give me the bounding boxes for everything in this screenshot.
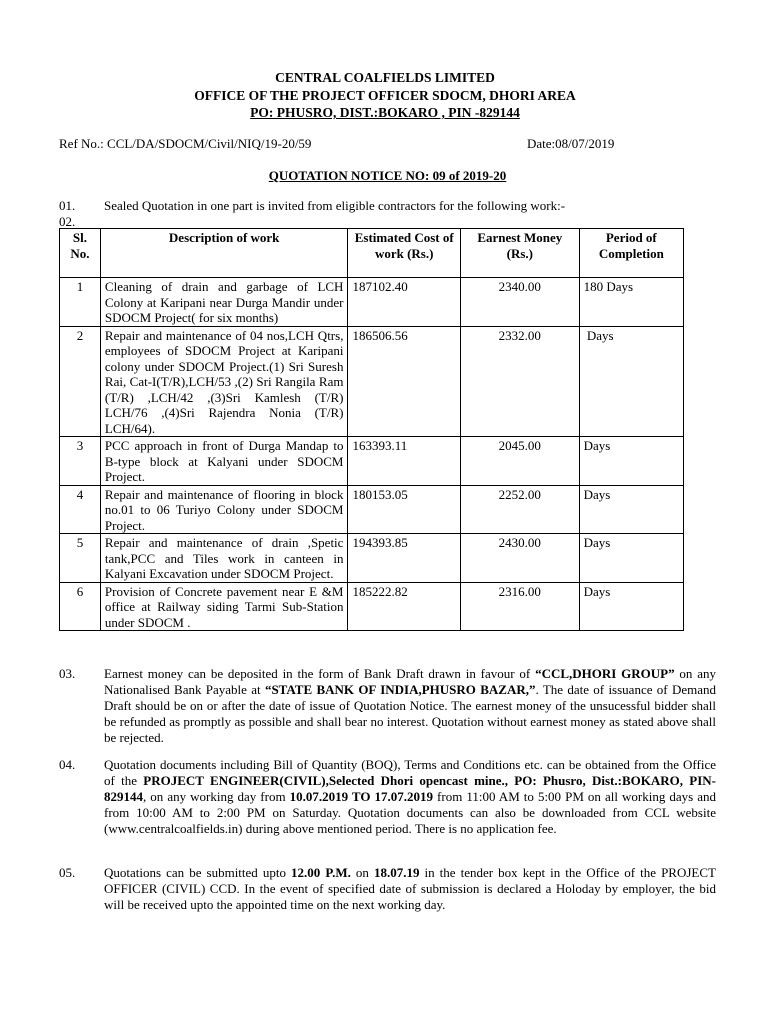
para-05-text: [104, 865, 716, 913]
cell-period: Days: [579, 437, 683, 486]
para-04-text: [104, 757, 716, 837]
office-name: OFFICE OF THE PROJECT OFFICER SDOCM, DHORI AREA: [194, 88, 576, 103]
para-04-part: Quotation documents including Bill of Quantity (BOQ), Terms and Conditions etc. can be obtained from the Office of the: [104, 757, 716, 788]
col-header-estimated-cost: Estimated Cost of work (Rs.): [348, 229, 461, 278]
cell-earnest-money: 2332.00: [460, 326, 579, 437]
cell-estimated-cost: 163393.11: [348, 437, 461, 486]
cell-estimated-cost: 180153.05: [348, 485, 461, 534]
para-03-bank: “STATE BANK OF INDIA,PHUSRO BAZAR,”: [264, 682, 536, 697]
office-address: PO: PHUSRO, DIST.:BOKARO , PIN -829144: [250, 105, 520, 120]
para-03-part: . The date of issuance of Demand Draft should be on or after the date of issue of Quotation Notice. The earnest money of the unsucessful bidder shall be refunded as promptly as possible and shall bear no interest. Quotation without earnest money as stated above shall be rejected.: [104, 682, 716, 745]
para-03-number: 03.: [59, 666, 76, 681]
para-04-part: , on any working day from: [143, 789, 290, 804]
cell-estimated-cost: 187102.40: [348, 278, 461, 327]
para-03-text: [104, 666, 716, 746]
table-row: [60, 278, 684, 327]
cell-earnest-money: 2340.00: [460, 278, 579, 327]
cell-description: Repair and maintenance of 04 nos,LCH Qtrs, employees of SDOCM Project at Karipani colony under SDOCM Project.(1) Sri Suresh Rai, Cat-I(T/R),LCH/53 ,(2) Sri Rangila Ram (T/R) ,LCH/42 ,(3)Sri Kamlesh (T/R) LCH/76 ,(4)Sri Rajendra Nonia (T/R) LCH/64).: [100, 326, 348, 437]
cell-period: 180 Days: [579, 278, 683, 327]
notice-title: QUOTATION NOTICE NO: 09 of 2019-20: [268, 168, 507, 183]
cell-sl: 5: [60, 534, 101, 583]
para-03-part: on any Nationalised Bank Payable at: [104, 666, 716, 697]
table-header-row: [60, 229, 684, 278]
cell-period: Days: [579, 326, 683, 437]
cell-period: Days: [579, 582, 683, 631]
col-header-period: Period of Completion: [579, 229, 683, 278]
cell-sl: 3: [60, 437, 101, 486]
cell-sl: 4: [60, 485, 101, 534]
para-01-number: 01.: [59, 198, 76, 213]
col-header-description: Description of work: [100, 229, 348, 278]
cell-period: Days: [579, 534, 683, 583]
para-05-number: 05.: [59, 865, 76, 880]
cell-earnest-money: 2430.00: [460, 534, 579, 583]
cell-estimated-cost: 194393.85: [348, 534, 461, 583]
para-05-date: 18.07.19: [373, 865, 420, 880]
cell-description: Repair and maintenance of flooring in block no.01 to 06 Turiyo Colony under SDOCM Project.: [100, 485, 348, 534]
para-02-number: 02.: [59, 214, 76, 229]
para-01-text: Sealed Quotation in one part is invited from eligible contractors for the following work:-: [104, 198, 566, 213]
para-05-time: 12.00 P.M.: [291, 865, 351, 880]
table-row: [60, 437, 684, 486]
table-row: [60, 326, 684, 437]
cell-description: Cleaning of drain and garbage of LCH Colony at Karipani near Durga Mandir under SDOCM Project( for six months): [100, 278, 348, 327]
cell-description: PCC approach in front of Durga Mandap to B-type block at Kalyani under SDOCM Project.: [100, 437, 348, 486]
para-05-part: in the tender box kept in the Office of the PROJECT OFFICER (CIVIL) CCD. In the event of specified date of submission is declared a Holoday by employer, the bid will be received upto the appointed time on the next working day.: [104, 865, 716, 912]
cell-description: Provision of Concrete pavement near E &M office at Railway siding Tarmi Sub-Station under SDOCM .: [100, 582, 348, 631]
para-03-payee: “CCL,DHORI GROUP”: [535, 666, 675, 681]
table-row: [60, 485, 684, 534]
para-05-part: Quotations can be submitted upto: [104, 865, 292, 880]
col-header-earnest-money: Earnest Money (Rs.): [460, 229, 579, 278]
para-04-part: from 11:00 AM to 5:00 PM on all working days and from 10:00 AM to 2:00 PM on Saturday. Quotation documents can also be downloaded from CCL website (www.centralcoalfields.in) during above mentioned period. There is no application fee.: [104, 789, 716, 836]
para-04-office: PROJECT ENGINEER(CIVIL),Selected Dhori opencast mine., PO: Phusro, Dist.:BOKARO, PIN-829144: [104, 773, 716, 804]
para-03-part: Earnest money can be deposited in the form of Bank Draft drawn in favour of: [104, 666, 536, 681]
notice-date: Date:08/07/2019: [527, 136, 615, 151]
cell-sl: 1: [60, 278, 101, 327]
cell-earnest-money: 2045.00: [460, 437, 579, 486]
cell-estimated-cost: 186506.56: [348, 326, 461, 437]
reference-number: Ref No.: CCL/DA/SDOCM/Civil/NIQ/19-20/59: [59, 136, 312, 151]
cell-earnest-money: 2316.00: [460, 582, 579, 631]
cell-description: Repair and maintenance of drain ,Spetic tank,PCC and Tiles work in canteen in Kalyani Excavation under SDOCM Project.: [100, 534, 348, 583]
table-row: [60, 582, 684, 631]
col-header-sl: Sl. No.: [60, 229, 101, 278]
cell-sl: 6: [60, 582, 101, 631]
cell-sl: 2: [60, 326, 101, 437]
cell-earnest-money: 2252.00: [460, 485, 579, 534]
para-04-number: 04.: [59, 757, 76, 772]
works-table: [59, 228, 684, 631]
company-name: CENTRAL COALFIELDS LIMITED: [275, 70, 495, 85]
cell-period: Days: [579, 485, 683, 534]
table-row: [60, 534, 684, 583]
para-04-dates: 10.07.2019 TO 17.07.2019: [289, 789, 434, 804]
cell-estimated-cost: 185222.82: [348, 582, 461, 631]
para-05-part: on: [350, 865, 374, 880]
